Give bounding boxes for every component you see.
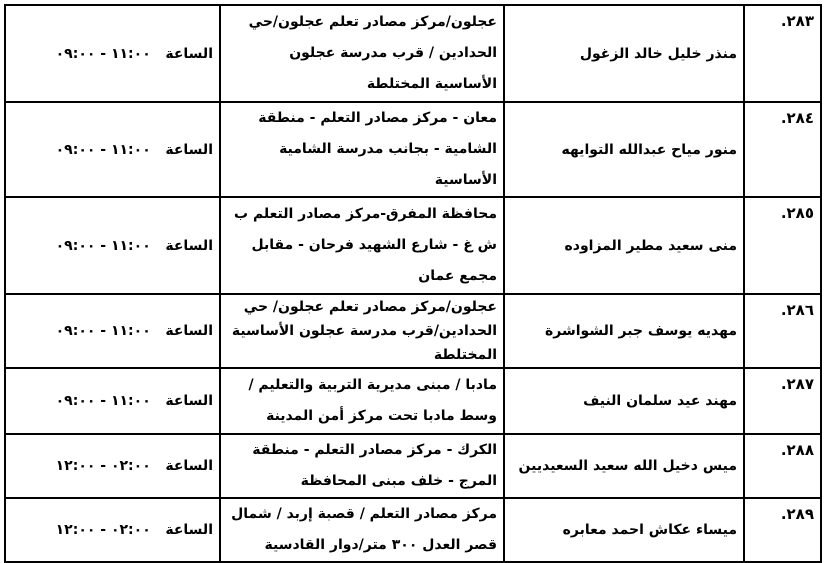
location-cell: عجلون/مركز مصادر تعلم عجلون/ حي الحدادين/قرب مدرسة عجلون الأساسية المختلطة [220, 294, 504, 368]
person-name: منور مياح عبدالله التوايهه [504, 102, 744, 197]
row-number: ٢٨٥. [744, 197, 821, 294]
person-name: منذر خليل خالد الزغول [504, 5, 744, 102]
time-value: ١١:٠٠ - ٠٩:٠٠ [55, 141, 151, 158]
row-number: ٢٨٤. [744, 102, 821, 197]
row-number: ٢٨٧. [744, 368, 821, 434]
person-name: مهديه يوسف جبر الشواشرة [504, 294, 744, 368]
time-value: ١١:٠٠ - ٠٩:٠٠ [55, 237, 151, 254]
location-cell: محافظة المفرق-مركز مصادر التعلم ب ش غ - شارع الشهيد فرحان - مقابل مجمع عمان [220, 197, 504, 294]
row-number: ٢٨٨. [744, 434, 821, 498]
time-cell [5, 102, 220, 197]
table-row [5, 368, 821, 434]
time-label: الساعة [165, 458, 213, 474]
time-cell [5, 197, 220, 294]
time-cell [5, 368, 220, 434]
time-label: الساعة [165, 323, 213, 339]
table-row [5, 5, 821, 102]
time-label: الساعة [165, 45, 213, 62]
location-cell: عجلون/مركز مصادر تعلم عجلون/حي الحدادين / قرب مدرسة عجلون الأساسية المختلطة [220, 5, 504, 102]
table-row [5, 294, 821, 368]
location-cell: مركز مصادر التعلم / قصبة إربد / شمال قصر العدل ٣٠٠ متر/دوار القادسية [220, 498, 504, 562]
time-value: ١١:٠٠ - ٠٩:٠٠ [55, 393, 151, 409]
location-cell: معان - مركز مصادر التعلم - منطقة الشامية - بجانب مدرسة الشامية الأساسية [220, 102, 504, 197]
time-value: ١١:٠٠ - ٠٩:٠٠ [55, 323, 151, 339]
time-value: ٠٢:٠٠ - ١٢:٠٠ [55, 458, 151, 474]
row-number: ٢٨٦. [744, 294, 821, 368]
row-number: ٢٨٣. [744, 5, 821, 102]
schedule-sheet [4, 4, 822, 563]
schedule-table [4, 4, 822, 563]
time-cell [5, 5, 220, 102]
table-row [5, 197, 821, 294]
time-cell [5, 498, 220, 562]
table-row [5, 434, 821, 498]
table-row [5, 102, 821, 197]
person-name: مهند عيد سلمان النيف [504, 368, 744, 434]
time-value: ١١:٠٠ - ٠٩:٠٠ [55, 45, 151, 62]
time-label: الساعة [165, 393, 213, 409]
time-label: الساعة [165, 141, 213, 158]
time-label: الساعة [165, 237, 213, 254]
time-value: ٠٢:٠٠ - ١٢:٠٠ [55, 522, 151, 538]
person-name: ميساء عكاش احمد معابره [504, 498, 744, 562]
location-cell: الكرك - مركز مصادر التعلم - منطقة المرج - خلف مبنى المحافظة [220, 434, 504, 498]
table-row [5, 498, 821, 562]
time-cell [5, 294, 220, 368]
row-number: ٢٨٩. [744, 498, 821, 562]
location-cell: مادبا / مبنى مديرية التربية والتعليم /وسط مادبا تحت مركز أمن المدينة [220, 368, 504, 434]
time-cell [5, 434, 220, 498]
time-label: الساعة [165, 522, 213, 538]
person-name: منى سعيد مطير المزاوده [504, 197, 744, 294]
person-name: ميس دخيل الله سعيد السعيديين [504, 434, 744, 498]
